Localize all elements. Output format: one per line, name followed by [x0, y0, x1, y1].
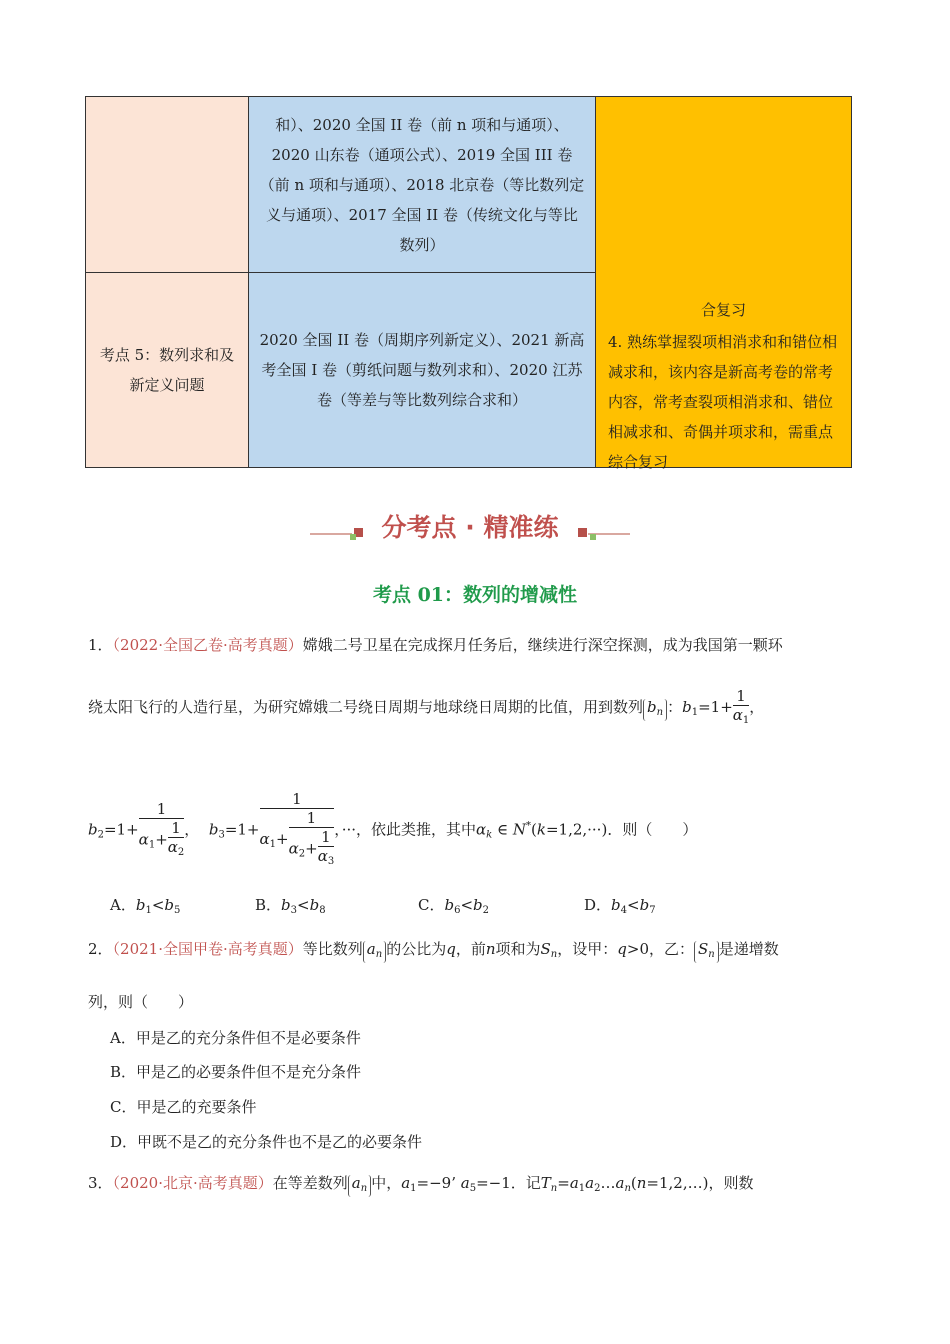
- review-table: [85, 96, 852, 471]
- section-banner: [310, 506, 630, 546]
- q2-option-c: C．甲是乙的充要条件: [110, 1098, 257, 1116]
- q2-line1: 2．（2021·全国甲卷·高考真题）等比数列 $a_n$ 的公比为q，前n项和为$S_n$，设甲：q>0，乙： $S_n$ 是递增数: [88, 936, 779, 968]
- q3-source: （2020·北京·高考真题）: [112, 1174, 273, 1192]
- q1-option-a: A．$b_1<b_5$: [110, 896, 181, 916]
- table-cell-exams-1: 和）、2020 全国 II 卷（前 n 项和与通项）、2020 山东卷（通项公式）、2019 全国 III 卷（前 n 项和与通项）、2018 北京卷（等比数列定义与通项）、2017 全国 II 卷（传统文化与等比数列）: [248, 96, 596, 273]
- table-cell-topic-5: 考点 5：数列求和及新定义问题: [85, 272, 249, 468]
- q2-option-b: B．甲是乙的必要条件但不是充分条件: [110, 1063, 362, 1081]
- banner-title: 分考点 · 精准练: [381, 513, 559, 542]
- q1-line2: 绕太阳飞行的人造行星，为研究嫦娥二号绕日周期与地球绕日周期的比值，用到数列 $b_n$ ：$b_1=1+$ $\frac{1}{\alpha_1}$ ，: [88, 686, 765, 726]
- q1-source: （2022·全国乙卷·高考真题）: [112, 636, 303, 654]
- review-advice-line2: 4. 熟练掌握裂项相消求和和错位相减求和，该内容是新高考卷的常考内容，常考查裂项相消求和、错位相减求和、奇偶并项求和，需重点综合复习: [608, 333, 838, 471]
- table-cell-review-advice: [595, 96, 852, 471]
- table-cell-topic-empty: [85, 96, 249, 273]
- q1-option-c: C．$b_6<b_2$: [418, 896, 490, 916]
- q1-option-b: B．$b_3<b_8$: [255, 896, 326, 916]
- review-advice-line1: 合复习: [700, 301, 746, 319]
- q1-line3: $b_2=1+$ 1 $\alpha_1+$ $\frac{1}{\alpha_2}$ ， $b_3=1+$ 1 $\alpha_1+$ 1 $\alpha_2+$ $\frac{1}{\alpha_3}$ ，···，依此类推，其中$\alpha_k$ ∈ N*(k=1,2,···)．则（ ）: [88, 790, 698, 867]
- q1-option-d: D．$b_4<b_7$: [584, 896, 656, 916]
- q2-option-a: A．甲是乙的充分条件但不是必要条件: [110, 1029, 361, 1047]
- q2-source: （2021·全国甲卷·高考真题）: [112, 940, 303, 958]
- q2-line2: 列，则（ ）: [88, 993, 194, 1011]
- section-title: 考点 01：数列的增减性: [372, 584, 578, 606]
- q2-option-d: D．甲既不是乙的充分条件也不是乙的必要条件: [110, 1133, 423, 1151]
- q1-line1: 1．（2022·全国乙卷·高考真题）嫦娥二号卫星在完成探月任务后，继续进行深空探测，成为我国第一颗环: [88, 636, 783, 654]
- q3-line1: 3．（2020·北京·高考真题）在等差数列 $a_n$ 中，$a_1=-9$’ $a_5=-1$．记$T_n=a_1a_2\dots a_n(n=1,2,\dots)$，则数: [88, 1170, 753, 1202]
- table-cell-exams-5: 2020 全国 II 卷（周期序列新定义）、2021 新高考全国 I 卷（剪纸问题与数列求和）、2020 江苏卷（等差与等比数列综合求和）: [248, 272, 596, 468]
